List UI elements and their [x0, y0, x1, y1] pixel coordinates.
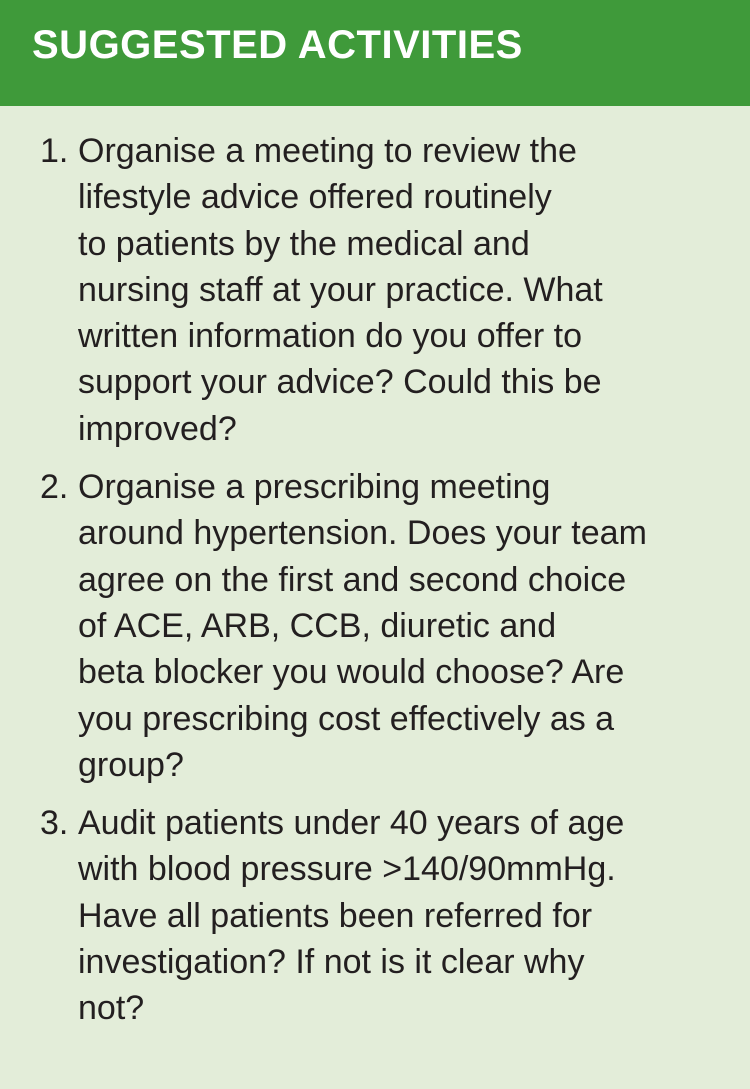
- activity-line: you prescribing cost effectively as a: [78, 699, 615, 738]
- activity-line: around hypertension. Does your team: [78, 514, 647, 553]
- activity-line: investigation? If not is it clear why: [78, 943, 585, 982]
- activity-line: Have all patients been referred for: [78, 896, 593, 935]
- activity-text: [78, 464, 736, 788]
- activity-line: with blood pressure >140/90mmHg.: [78, 850, 616, 889]
- activity-line: agree on the first and second choice: [78, 560, 627, 599]
- activity-line: lifestyle advice offered routinely: [78, 178, 552, 217]
- activity-number: 1.: [40, 132, 69, 170]
- activity-line: Organise a meeting to review the: [78, 132, 577, 170]
- activities-list: [0, 128, 750, 1044]
- activity-item: [0, 128, 750, 452]
- activity-number: 3.: [40, 804, 69, 843]
- activity-text: [78, 128, 736, 452]
- activity-line: to patients by the medical and: [78, 224, 530, 263]
- activity-line: group?: [78, 745, 184, 784]
- activity-line: Organise a prescribing meeting: [78, 468, 551, 507]
- activity-line: support your advice? Could this be: [78, 363, 602, 402]
- activity-line: Audit patients under 40 years of age: [78, 804, 625, 843]
- activity-text: [78, 800, 736, 1031]
- activity-line: beta blocker you would choose? Are: [78, 653, 625, 692]
- activity-line: written information do you offer to: [78, 317, 582, 356]
- activity-line: of ACE, ARB, CCB, diuretic and: [78, 606, 557, 645]
- activity-number: 2.: [40, 468, 69, 507]
- panel-header: [0, 0, 750, 106]
- activity-line: not?: [78, 989, 145, 1028]
- activity-line: improved?: [78, 409, 237, 448]
- activity-item: [0, 800, 750, 1031]
- activity-line: nursing staff at your practice. What: [78, 270, 603, 309]
- panel-title: SUGGESTED ACTIVITIES: [32, 23, 523, 67]
- activity-item: [0, 464, 750, 788]
